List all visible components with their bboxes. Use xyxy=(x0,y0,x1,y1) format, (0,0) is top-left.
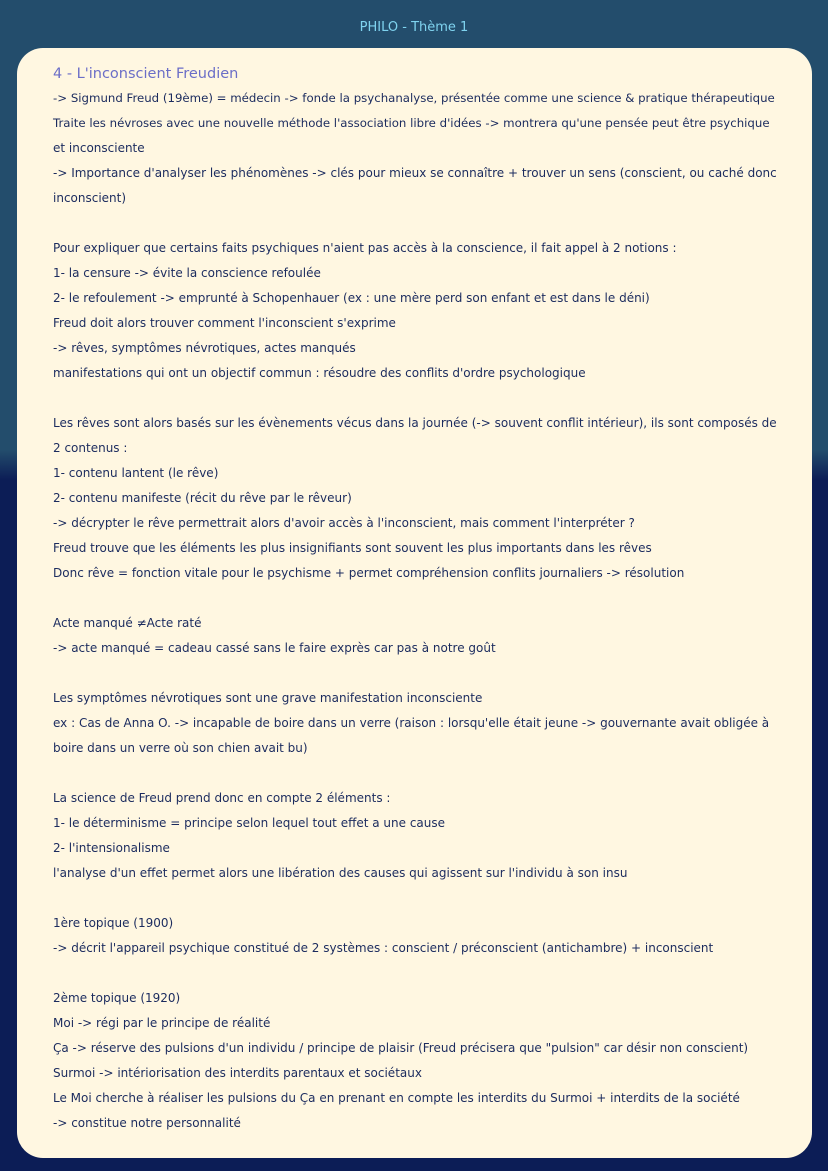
note-line: 1- contenu lantent (le rêve) xyxy=(53,466,219,480)
note-line: -> acte manqué = cadeau cassé sans le faire exprès car pas à notre goût xyxy=(53,641,496,655)
note-line: l'analyse d'un effet permet alors une libération des causes qui agissent sur l'individu à son insu xyxy=(53,866,628,880)
blank-line xyxy=(53,211,782,236)
note-line: 1ère topique (1900) xyxy=(53,916,174,930)
note-line: Acte manqué ≠Acte raté xyxy=(53,616,202,630)
note-line: Freud trouve que les éléments les plus insignifiants sont souvent les plus importants dans les rêves xyxy=(53,541,652,555)
note-line: Freud doit alors trouver comment l'inconscient s'exprime xyxy=(53,316,396,330)
note-line: -> constitue notre personnalité xyxy=(53,1116,241,1130)
blank-line xyxy=(53,661,782,686)
note-line: et inconsciente xyxy=(53,141,145,155)
section-title: 4 - L'inconscient Freudien xyxy=(53,66,239,82)
note-line: 2 contenus : xyxy=(53,441,128,455)
note-line: -> décrit l'appareil psychique constitué de 2 systèmes : conscient / préconscient (antichambre) + inconscient xyxy=(53,941,714,955)
page-header-title: PHILO - Thème 1 xyxy=(359,20,469,35)
note-line: ex : Cas de Anna O. -> incapable de boire dans un verre (raison : lorsqu'elle était jeune -> gouvernante avait obligée à xyxy=(53,716,770,730)
note-line: -> décrypter le rêve permettrait alors d'avoir accès à l'inconscient, mais comment l'interpréter ? xyxy=(53,516,635,530)
note-line: Le Moi cherche à réaliser les pulsions du Ça en prenant en compte les interdits du Surmoi + interdits de la société xyxy=(53,1091,740,1105)
note-line: -> Importance d'analyser les phénomènes -> clés pour mieux se connaître + trouver un sens (conscient, ou caché donc xyxy=(53,166,777,180)
note-line: Les rêves sont alors basés sur les évènements vécus dans la journée (-> souvent conflit intérieur), ils sont composés de xyxy=(53,416,777,430)
note-line: 2- l'intensionalisme xyxy=(53,841,170,855)
note-line: 2ème topique (1920) xyxy=(53,991,181,1005)
note-line: boire dans un verre où son chien avait bu) xyxy=(53,741,308,755)
note-line: manifestations qui ont un objectif commun : résoudre des conflits d'ordre psychologique xyxy=(53,366,586,380)
note-line: Surmoi -> intériorisation des interdits parentaux et sociétaux xyxy=(53,1066,422,1080)
note-line: inconscient) xyxy=(53,191,127,205)
note-line: -> Sigmund Freud (19ème) = médecin -> fonde la psychanalyse, présentée comme une science & pratique thérapeutique xyxy=(53,91,775,105)
notes-body xyxy=(53,86,782,1136)
note-line: 2- le refoulement -> emprunté à Schopenhauer (ex : une mère perd son enfant et est dans le déni) xyxy=(53,291,650,305)
note-line: 1- la censure -> évite la conscience refoulée xyxy=(53,266,321,280)
note-line: Ça -> réserve des pulsions d'un individu / principe de plaisir (Freud précisera que "pulsion" car désir non conscient) xyxy=(53,1041,749,1055)
note-line: Traite les névroses avec une nouvelle méthode l'association libre d'idées -> montrera qu'une pensée peut être psychique xyxy=(53,116,770,130)
note-line: Donc rêve = fonction vitale pour le psychisme + permet compréhension conflits journaliers -> résolution xyxy=(53,566,685,580)
content-card xyxy=(17,48,812,1158)
note-line: 2- contenu manifeste (récit du rêve par le rêveur) xyxy=(53,491,352,505)
note-line: Moi -> régi par le principe de réalité xyxy=(53,1016,271,1030)
note-line: 1- le déterminisme = principe selon lequel tout effet a une cause xyxy=(53,816,446,830)
note-line: Les symptômes névrotiques sont une grave manifestation inconsciente xyxy=(53,691,483,705)
note-line: La science de Freud prend donc en compte 2 éléments : xyxy=(53,791,391,805)
note-line: -> rêves, symptômes névrotiques, actes manqués xyxy=(53,341,356,355)
blank-line xyxy=(53,586,782,611)
note-line: Pour expliquer que certains faits psychiques n'aient pas accès à la conscience, il fait appel à 2 notions : xyxy=(53,241,677,255)
blank-line xyxy=(53,386,782,411)
blank-line xyxy=(53,961,782,986)
blank-line xyxy=(53,886,782,911)
blank-line xyxy=(53,761,782,786)
